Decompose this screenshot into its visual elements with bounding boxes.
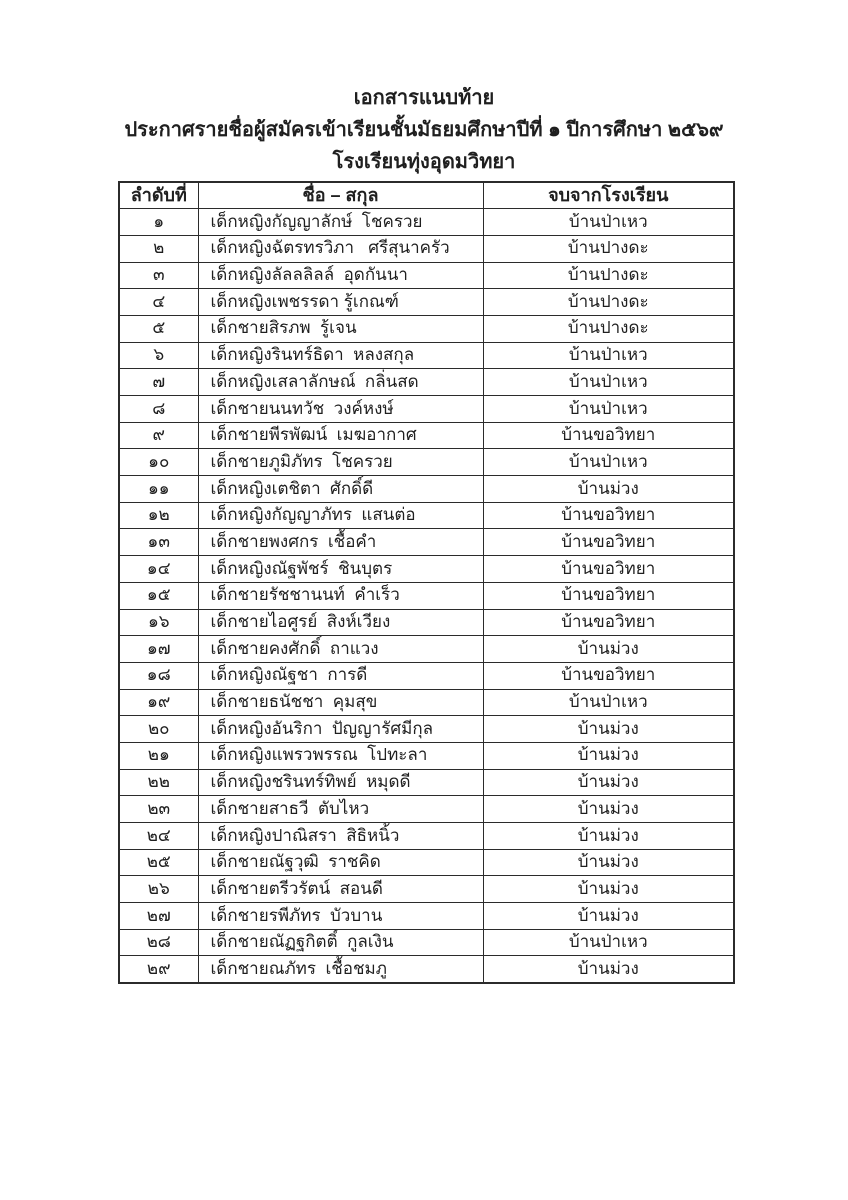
row-number-cell: ๑๙ bbox=[119, 689, 198, 716]
row-number-cell: ๔ bbox=[119, 289, 198, 316]
student-name-cell: เด็กชายพีรพัฒน์ เมฆอากาศ bbox=[198, 422, 483, 449]
row-number-cell: ๕ bbox=[119, 315, 198, 342]
school-cell: บ้านม่วง bbox=[483, 769, 734, 796]
row-number-cell: ๒๘ bbox=[119, 929, 198, 956]
student-name-cell: เด็กหญิงลัลลลิลล์ อุดกันนา bbox=[198, 262, 483, 289]
row-number-cell: ๒๕ bbox=[119, 849, 198, 876]
table-row bbox=[119, 449, 734, 476]
student-name-cell: เด็กชายณัฐวุฒิ ราชคิด bbox=[198, 849, 483, 876]
table-header-row bbox=[119, 182, 734, 209]
student-name-cell: เด็กหญิงแพรวพรรณ โปทะลา bbox=[198, 742, 483, 769]
student-name-cell: เด็กชายธนัชชา คุมสุข bbox=[198, 689, 483, 716]
table-row bbox=[119, 636, 734, 663]
row-number-cell: ๒๑ bbox=[119, 742, 198, 769]
table-row bbox=[119, 262, 734, 289]
table-row bbox=[119, 716, 734, 743]
student-name-cell: เด็กชายรพีภัทร บัวบาน bbox=[198, 903, 483, 930]
school-cell: บ้านขอวิทยา bbox=[483, 422, 734, 449]
school-cell: บ้านป่าเหว bbox=[483, 449, 734, 476]
school-cell: บ้านม่วง bbox=[483, 796, 734, 823]
document-title-line-3: โรงเรียนทุ่งอุดมวิทยา bbox=[332, 151, 516, 173]
table-row bbox=[119, 529, 734, 556]
table-row bbox=[119, 662, 734, 689]
student-name-cell: เด็กชายพงศกร เชื้อคำ bbox=[198, 529, 483, 556]
table-row bbox=[119, 556, 734, 583]
school-cell: บ้านม่วง bbox=[483, 742, 734, 769]
student-name-cell: เด็กหญิงกัญญาลักษ์ โชครวย bbox=[198, 209, 483, 236]
table-row bbox=[119, 609, 734, 636]
document-title-line-1: เอกสารแนบท้าย bbox=[353, 87, 495, 109]
student-name-cell: เด็กหญิงเสลาลักษณ์ กลิ่นสด bbox=[198, 369, 483, 396]
school-cell: บ้านม่วง bbox=[483, 476, 734, 503]
row-number-cell: ๑๕ bbox=[119, 582, 198, 609]
table-row bbox=[119, 929, 734, 956]
row-number-cell: ๖ bbox=[119, 342, 198, 369]
table-row bbox=[119, 689, 734, 716]
document-title-block bbox=[0, 82, 848, 178]
table-row bbox=[119, 796, 734, 823]
student-name-cell: เด็กชายสาธวี ตับไหว bbox=[198, 796, 483, 823]
school-cell: บ้านขอวิทยา bbox=[483, 502, 734, 529]
document-title-line-2: ประกาศรายชื่อผู้สมัครเข้าเรียนชั้นมัธยมศึกษาปีที่ ๑ ปีการศึกษา ๒๕๖๙ bbox=[124, 119, 724, 141]
school-cell: บ้านปางดะ bbox=[483, 289, 734, 316]
table-row bbox=[119, 369, 734, 396]
student-name-cell: เด็กชายนนทวัช วงค์หงษ์ bbox=[198, 396, 483, 423]
column-header-name: ชื่อ – สกุล bbox=[198, 182, 483, 209]
student-name-cell: เด็กชายภูมิภัทร โชครวย bbox=[198, 449, 483, 476]
student-name-cell: เด็กหญิงเพชรรดา รู้เกณฑ์ bbox=[198, 289, 483, 316]
student-name-cell: เด็กหญิงรินทร์ธิดา หลงสกุล bbox=[198, 342, 483, 369]
row-number-cell: ๒๒ bbox=[119, 769, 198, 796]
school-cell: บ้านป่าเหว bbox=[483, 689, 734, 716]
row-number-cell: ๑๖ bbox=[119, 609, 198, 636]
row-number-cell: ๒๐ bbox=[119, 716, 198, 743]
row-number-cell: ๑๐ bbox=[119, 449, 198, 476]
table-row bbox=[119, 209, 734, 236]
row-number-cell: ๘ bbox=[119, 396, 198, 423]
school-cell: บ้านขอวิทยา bbox=[483, 662, 734, 689]
row-number-cell: ๑๗ bbox=[119, 636, 198, 663]
table-row bbox=[119, 422, 734, 449]
applicant-table bbox=[118, 181, 735, 984]
student-name-cell: เด็กหญิงปาณิสรา สิธิหนิ้ว bbox=[198, 823, 483, 850]
table-row bbox=[119, 823, 734, 850]
row-number-cell: ๒๙ bbox=[119, 956, 198, 983]
school-cell: บ้านปางดะ bbox=[483, 262, 734, 289]
table-row bbox=[119, 582, 734, 609]
row-number-cell: ๒๓ bbox=[119, 796, 198, 823]
student-name-cell: เด็กหญิงณัฐพัชร์ ชินบุตร bbox=[198, 556, 483, 583]
school-cell: บ้านขอวิทยา bbox=[483, 582, 734, 609]
row-number-cell: ๑ bbox=[119, 209, 198, 236]
student-name-cell: เด็กชายคงศักดิ์ ถาแวง bbox=[198, 636, 483, 663]
table-row bbox=[119, 235, 734, 262]
student-name-cell: เด็กชายณัฏฐกิตติ์ กูลเงิน bbox=[198, 929, 483, 956]
school-cell: บ้านปางดะ bbox=[483, 315, 734, 342]
school-cell: บ้านม่วง bbox=[483, 716, 734, 743]
row-number-cell: ๑๓ bbox=[119, 529, 198, 556]
column-header-number: ลำดับที่ bbox=[119, 182, 198, 209]
row-number-cell: ๒๗ bbox=[119, 903, 198, 930]
table-row bbox=[119, 956, 734, 983]
school-cell: บ้านขอวิทยา bbox=[483, 609, 734, 636]
table-row bbox=[119, 769, 734, 796]
table-row bbox=[119, 903, 734, 930]
school-cell: บ้านป่าเหว bbox=[483, 342, 734, 369]
school-cell: บ้านม่วง bbox=[483, 849, 734, 876]
table-body bbox=[119, 209, 734, 983]
row-number-cell: ๑๘ bbox=[119, 662, 198, 689]
row-number-cell: ๗ bbox=[119, 369, 198, 396]
table-row bbox=[119, 849, 734, 876]
student-name-cell: เด็กหญิงกัญญาภัทร แสนต่อ bbox=[198, 502, 483, 529]
school-cell: บ้านปางดะ bbox=[483, 235, 734, 262]
school-cell: บ้านม่วง bbox=[483, 823, 734, 850]
column-header-school: จบจากโรงเรียน bbox=[483, 182, 734, 209]
row-number-cell: ๓ bbox=[119, 262, 198, 289]
row-number-cell: ๑๒ bbox=[119, 502, 198, 529]
table-row bbox=[119, 396, 734, 423]
row-number-cell: ๙ bbox=[119, 422, 198, 449]
table-row bbox=[119, 476, 734, 503]
school-cell: บ้านป่าเหว bbox=[483, 396, 734, 423]
student-name-cell: เด็กชายสิรภพ รู้เจน bbox=[198, 315, 483, 342]
school-cell: บ้านม่วง bbox=[483, 903, 734, 930]
student-name-cell: เด็กหญิงณัฐชา การดี bbox=[198, 662, 483, 689]
table-row bbox=[119, 742, 734, 769]
row-number-cell: ๑๔ bbox=[119, 556, 198, 583]
school-cell: บ้านป่าเหว bbox=[483, 929, 734, 956]
table-row bbox=[119, 502, 734, 529]
school-cell: บ้านป่าเหว bbox=[483, 209, 734, 236]
table-row bbox=[119, 289, 734, 316]
table-row bbox=[119, 342, 734, 369]
student-name-cell: เด็กชายรัชชานนท์ คำเร็ว bbox=[198, 582, 483, 609]
school-cell: บ้านขอวิทยา bbox=[483, 529, 734, 556]
student-name-cell: เด็กหญิงเตชิตา ศักดิ์ดี bbox=[198, 476, 483, 503]
row-number-cell: ๒๔ bbox=[119, 823, 198, 850]
row-number-cell: ๒๖ bbox=[119, 876, 198, 903]
student-name-cell: เด็กหญิงชรินทร์ทิพย์ หมุดดี bbox=[198, 769, 483, 796]
student-name-cell: เด็กชายไอศูรย์ สิงห์เวียง bbox=[198, 609, 483, 636]
school-cell: บ้านม่วง bbox=[483, 956, 734, 983]
student-name-cell: เด็กหญิงอันริกา ปัญญารัศมีกุล bbox=[198, 716, 483, 743]
table-row bbox=[119, 876, 734, 903]
row-number-cell: ๑๑ bbox=[119, 476, 198, 503]
table-row bbox=[119, 315, 734, 342]
school-cell: บ้านม่วง bbox=[483, 876, 734, 903]
row-number-cell: ๒ bbox=[119, 235, 198, 262]
student-name-cell: เด็กหญิงฉัตรทรวิภา ศรีสุนาครัว bbox=[198, 235, 483, 262]
school-cell: บ้านม่วง bbox=[483, 636, 734, 663]
student-name-cell: เด็กชายตรีวรัตน์ สอนดี bbox=[198, 876, 483, 903]
school-cell: บ้านขอวิทยา bbox=[483, 556, 734, 583]
school-cell: บ้านป่าเหว bbox=[483, 369, 734, 396]
student-name-cell: เด็กชายณภัทร เชื้อชมภู bbox=[198, 956, 483, 983]
